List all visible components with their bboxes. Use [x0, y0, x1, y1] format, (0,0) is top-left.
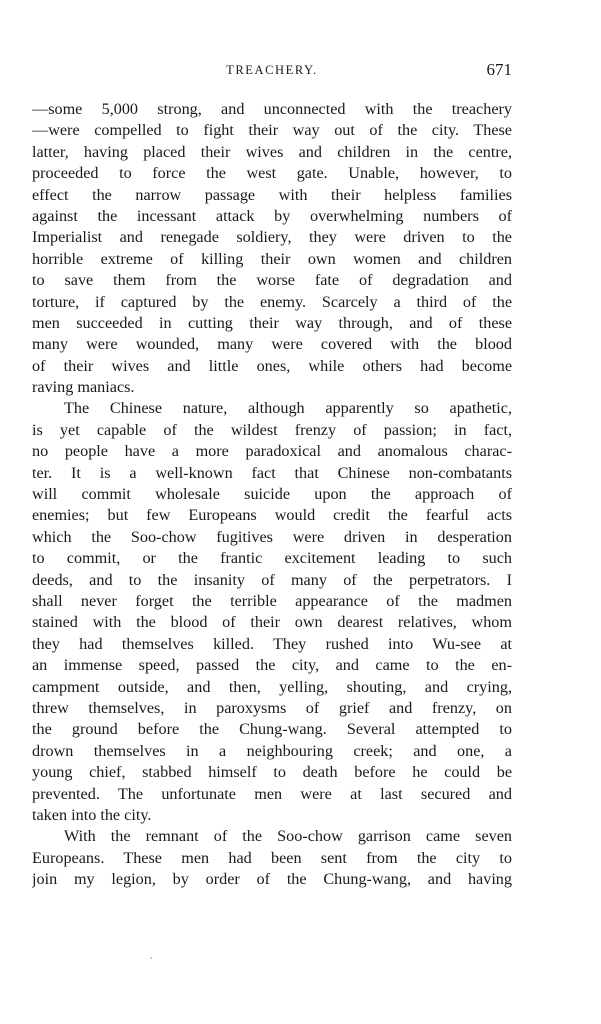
text-line: drown themselves in a neighbouring creek; and one, a [32, 741, 512, 760]
text-line: raving maniacs. [32, 378, 135, 397]
text-line: —some 5,000 strong, and unconnected with the treachery [32, 100, 512, 118]
text-line: stained with the blood of their own dearest relatives, whom [32, 613, 512, 632]
text-line: The Chinese nature, although apparently so apathetic, [64, 399, 512, 418]
text-line: to save them from the worse fate of degradation and [32, 271, 512, 290]
page-number: 671 [486, 60, 512, 79]
text-line: is yet capable of the wildest frenzy of passion; in fact, [32, 420, 512, 439]
text-line: campment outside, and then, yelling, shouting, and crying, [32, 677, 512, 696]
text-line: young chief, stabbed himself to death before he could be [32, 763, 512, 782]
text-line: effect the narrow passage with their helpless families [32, 185, 512, 204]
text-line: of their wives and little ones, while others had become [32, 356, 512, 375]
text-line: With the remnant of the Soo-chow garrison came seven [64, 827, 512, 846]
text-line: join my legion, by order of the Chung-wang, and having [32, 870, 512, 889]
text-line: prevented. The unfortunate men were at last secured and [32, 784, 512, 803]
text-line: the ground before the Chung-wang. Several attempted to [32, 720, 512, 739]
text-line: proceeded to force the west gate. Unable, however, to [32, 164, 512, 183]
text-line: enemies; but few Europeans would credit the fearful acts [32, 506, 512, 525]
text-line: will commit wholesale suicide upon the approach of [32, 485, 512, 504]
text-line: deeds, and to the insanity of many of the perpetrators. I [32, 570, 512, 589]
text-line: against the incessant attack by overwhelming numbers of [32, 206, 512, 225]
text-line: many were wounded, many were covered with the blood [32, 335, 512, 354]
text-line: Europeans. These men had been sent from the city to [32, 848, 512, 867]
text-line: which the Soo-chow fugitives were driven in desperation [32, 527, 512, 546]
paper-speck [150, 957, 152, 959]
text-line: to commit, or the frantic excitement leading to such [32, 549, 512, 568]
body-text [32, 99, 512, 890]
text-line: torture, if captured by the enemy. Scarcely a third of the [32, 292, 512, 311]
text-line: taken into the city. [32, 805, 152, 824]
text-line: ter. It is a well-known fact that Chinese non-combatants [32, 463, 512, 482]
text-line: no people have a more paradoxical and anomalous charac- [32, 442, 512, 461]
running-head [32, 60, 512, 82]
text-line: men succeeded in cutting their way through, and of these [32, 313, 512, 332]
text-line: Imperialist and renegade soldiery, they were driven to the [32, 228, 512, 247]
text-line: —were compelled to fight their way out of the city. These [32, 121, 512, 140]
text-line: an immense speed, passed the city, and came to the en- [32, 656, 512, 675]
text-line: shall never forget the terrible appearance of the madmen [32, 591, 512, 610]
text-line: latter, having placed their wives and children in the centre, [32, 142, 512, 161]
text-line: horrible extreme of killing their own women and children [32, 249, 512, 268]
text-line: they had themselves killed. They rushed into Wu-see at [32, 634, 512, 653]
running-title: TREACHERY. [226, 63, 318, 77]
text-line: threw themselves, in paroxysms of grief and frenzy, on [32, 698, 512, 717]
